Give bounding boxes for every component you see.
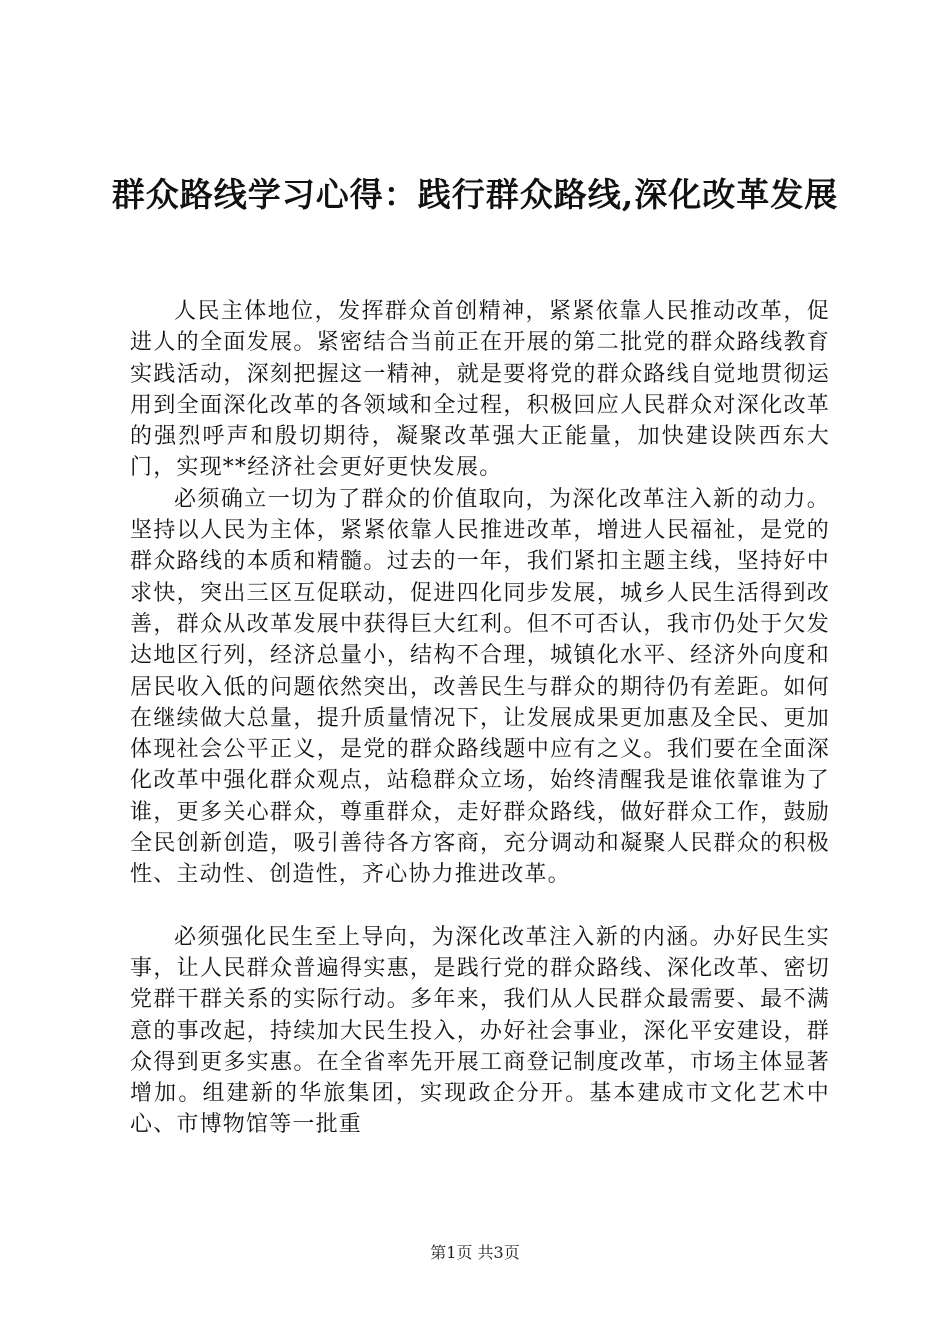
page-number-footer: 第1页 共3页 <box>430 1243 520 1262</box>
document-body <box>130 296 830 1141</box>
paragraph-2: 必须确立一切为了群众的价值取向，为深化改革注入新的动力。坚持以人民为主体，紧紧依靠人民推进改革，增进人民福祉，是党的群众路线的本质和精髓。过去的一年，我们紧扣主题主线，坚持好中求快，突出三区互促联动，促进四化同步发展，城乡人民生活得到改善，群众从改革发展中获得巨大红利。但不可否认，我市仍处于欠发达地区行列，经济总量小，结构不合理，城镇化水平、经济外向度和居民收入低的问题依然突出，改善民生与群众的期待仍有差距。如何在继续做大总量，提升质量情况下，让发展成果更加惠及全民、更加体现社会公平正义，是党的群众路线题中应有之义。我们要在全面深化改革中强化群众观点，站稳群众立场，始终清醒我是谁依靠谁为了谁，更多关心群众，尊重群众，走好群众路线，做好群众工作，鼓励全民创新创造，吸引善待各方客商，充分调动和凝聚人民群众的积极性、主动性、创造性，齐心协力推进改革。 <box>130 486 830 888</box>
document-title: 群众路线学习心得：践行群众路线,深化改革发展 <box>111 175 839 214</box>
paragraph-1: 人民主体地位，发挥群众首创精神，紧紧依靠人民推动改革，促进人的全面发展。紧密结合当前正在开展的第二批党的群众路线教育实践活动，深刻把握这一精神，就是要将党的群众路线自觉地贯彻运用到全面深化改革的各领域和全过程，积极回应人民群众对深化改革的强烈呼声和殷切期待，凝聚改革强大正能量，加快建设陕西东大门，实现**经济社会更好更快发展。 <box>130 299 830 481</box>
paragraph-3: 必须强化民生至上导向，为深化改革注入新的内涵。办好民生实事，让人民群众普遍得实惠，是践行党的群众路线、深化改革、密切党群干群关系的实际行动。多年来，我们从人民群众最需要、最不满意的事改起，持续加大民生投入，办好社会事业，深化平安建设，群众得到更多实惠。在全省率先开展工商登记制度改革，市场主体显著增加。组建新的华旅集团，实现政企分开。基本建成市文化艺术中心、市博物馆等一批重 <box>130 924 830 1138</box>
